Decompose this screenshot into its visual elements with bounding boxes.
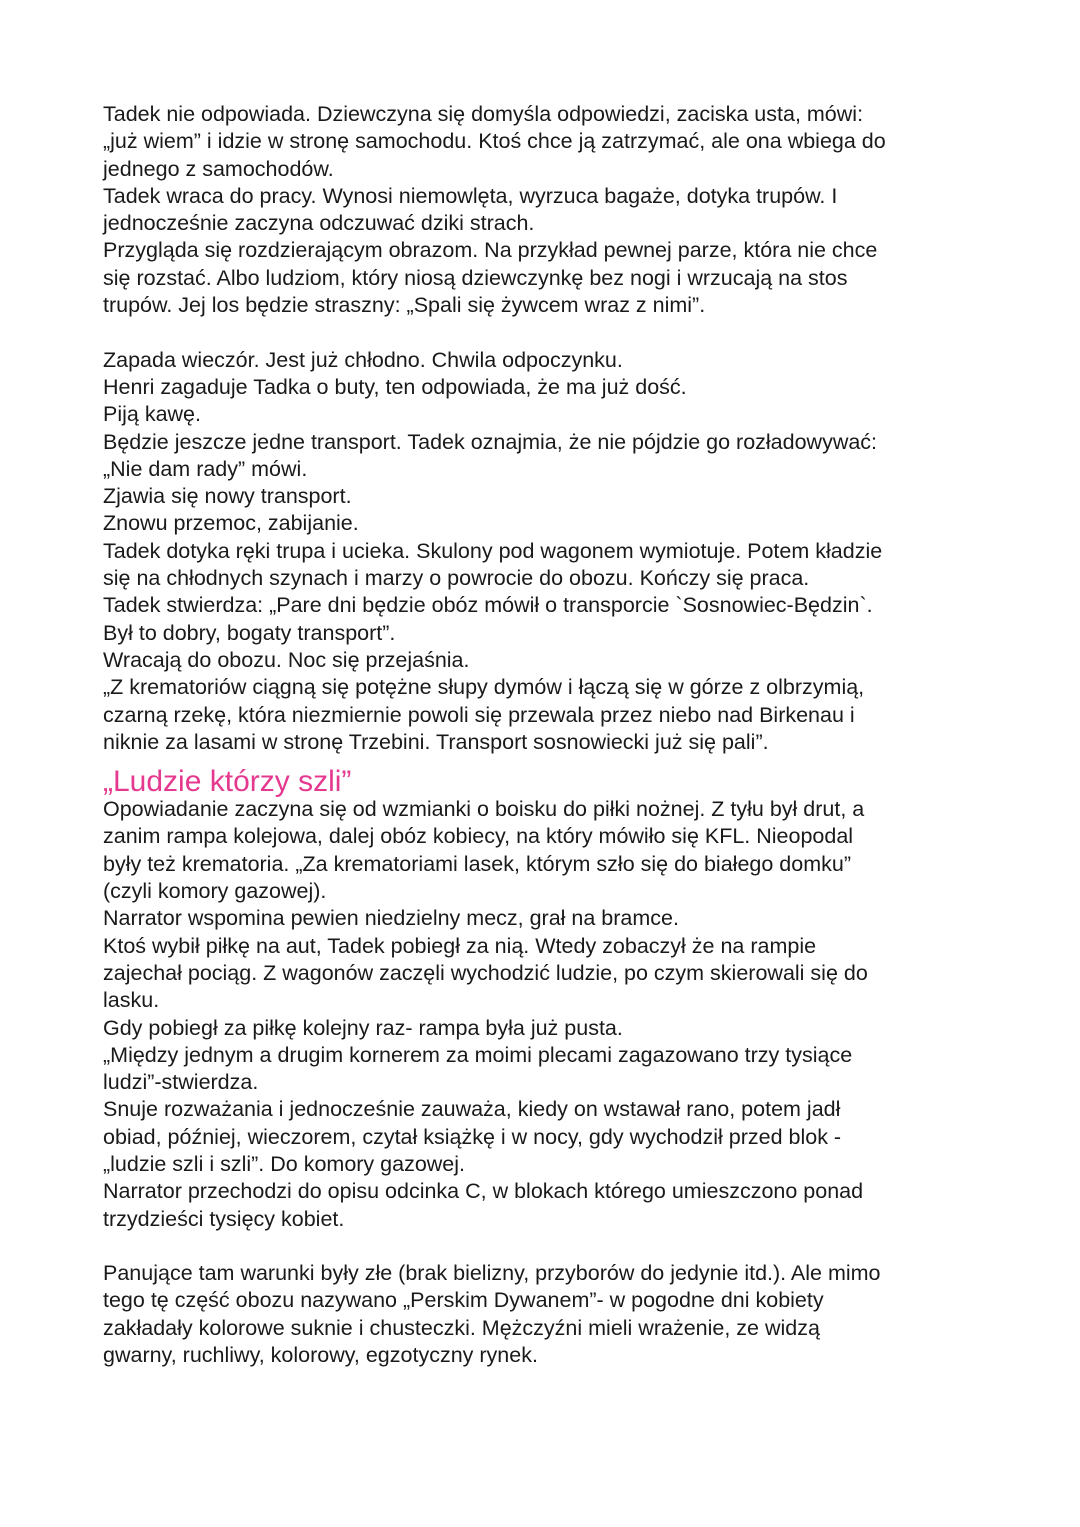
- text-line: Opowiadanie zaczyna się od wzmianki o boisku do piłki nożnej. Z tyłu był drut, a: [103, 797, 865, 822]
- text-line: Był to dobry, bogaty transport”.: [103, 620, 396, 645]
- text-line: gwarny, ruchliwy, kolorowy, egzotyczny rynek.: [103, 1343, 538, 1368]
- text-line: Tadek nie odpowiada. Dziewczyna się domyśla odpowiedzi, zaciska usta, mówi:: [103, 102, 864, 126]
- text-line: Będzie jeszcze jedne transport. Tadek oznajmia, że nie pójdzie go rozładowywać:: [103, 429, 878, 454]
- text-line: tego tę część obozu nazywano „Perskim Dywanem”- w pogodne dni kobiety: [103, 1288, 824, 1313]
- paragraph-spacer: [103, 319, 1003, 346]
- text-line: Zjawia się nowy transport.: [103, 484, 352, 509]
- text-line: Znowu przemoc, zabijanie.: [103, 511, 359, 536]
- text-line: „Nie dam rady” mówi.: [103, 456, 308, 481]
- text-line: (czyli komory gazowej).: [103, 879, 327, 904]
- text-line: były też krematoria. „Za krematoriami lasek, którym szło się do białego domku”: [103, 851, 851, 876]
- text-line: trupów. Jej los będzie straszny: „Spali się żywcem wraz z nimi”.: [103, 293, 706, 318]
- paragraph-block-3: [103, 796, 1003, 1233]
- paragraph-spacer: [103, 1233, 1003, 1260]
- text-line: Piją kawę.: [103, 402, 201, 427]
- text-line: Tadek stwierdza: „Pare dni będzie obóz mówił o transporcie `Sosnowiec-Będzin`.: [103, 593, 873, 618]
- text-line: „ludzie szli i szli”. Do komory gazowej.: [103, 1151, 466, 1176]
- text-line: „Między jednym a drugim kornerem za moimi plecami zagazowano trzy tysiące: [103, 1042, 853, 1067]
- text-line: ludzi”-stwierdza.: [103, 1070, 259, 1095]
- text-line: Henri zagaduje Tadka o buty, ten odpowiada, że ma już dość.: [103, 374, 687, 399]
- text-line: zajechał pociąg. Z wagonów zaczęli wychodzić ludzie, po czym skierowali się do: [103, 960, 868, 985]
- text-line: Snuje rozważania i jednocześnie zauważa, kiedy on wstawał rano, potem jadł: [103, 1097, 841, 1122]
- text-line: „Z krematoriów ciągną się potężne słupy dymów i łączą się w górze z olbrzymią,: [103, 675, 865, 700]
- text-line: Zapada wieczór. Jest już chłodno. Chwila odpoczynku.: [103, 347, 623, 372]
- text-line: jednocześnie zaczyna odczuwać dziki strach.: [103, 211, 535, 236]
- text-line: lasku.: [103, 988, 160, 1013]
- text-line: zakładały kolorowe suknie i chusteczki. Mężczyźni mieli wrażenie, ze widzą: [103, 1315, 820, 1340]
- text-line: Gdy pobiegł za piłkę kolejny raz- rampa była już pusta.: [103, 1015, 623, 1040]
- text-line: się rozstać. Albo ludziom, który niosą dziewczynkę bez nogi i wrzucają na stos: [103, 265, 848, 290]
- paragraph-block-1: [103, 101, 1003, 319]
- section-heading: „Ludzie którzy szli”: [103, 765, 352, 799]
- text-line: Wracają do obozu. Noc się przejaśnia.: [103, 647, 470, 672]
- text-line: Ktoś wybił piłkę na aut, Tadek pobiegł za nią. Wtedy zobaczył że na rampie: [103, 933, 817, 958]
- text-line: Przygląda się rozdzierającym obrazom. Na przykład pewnej parze, która nie chce: [103, 238, 878, 263]
- document-page: [103, 101, 1003, 1369]
- text-line: niknie za lasami w stronę Trzebini. Transport sosnowiecki już się pali”.: [103, 729, 769, 754]
- text-line: trzydzieści tysięcy kobiet.: [103, 1206, 345, 1231]
- text-line: Tadek dotyka ręki trupa i ucieka. Skulony pod wagonem wymiotuje. Potem kładzie: [103, 538, 883, 563]
- text-line: Narrator wspomina pewien niedzielny mecz, grał na bramce.: [103, 906, 679, 931]
- text-line: Panujące tam warunki były złe (brak bielizny, przyborów do jedynie itd.). Ale mimo: [103, 1261, 881, 1286]
- text-line: Tadek wraca do pracy. Wynosi niemowlęta, wyrzuca bagaże, dotyka trupów. I: [103, 183, 838, 208]
- text-line: zanim rampa kolejowa, dalej obóz kobiecy, na który mówiło się KFL. Nieopodal: [103, 824, 854, 849]
- text-line: się na chłodnych szynach i marzy o powrocie do obozu. Kończy się praca.: [103, 566, 810, 591]
- paragraph-block-4: [103, 1260, 1003, 1369]
- text-line: jednego z samochodów.: [103, 156, 334, 181]
- text-line: „już wiem” i idzie w stronę samochodu. Ktoś chce ją zatrzymać, ale ona wbiega do: [103, 129, 886, 154]
- text-line: Narrator przechodzi do opisu odcinka C, w blokach którego umieszczono ponad: [103, 1179, 864, 1204]
- text-line: obiad, później, wieczorem, czytał książkę i w nocy, gdy wychodził przed blok -: [103, 1124, 842, 1149]
- paragraph-block-2: [103, 347, 1003, 756]
- text-line: czarną rzekę, która niezmiernie powoli się przewala przez niebo nad Birkenau i: [103, 702, 855, 727]
